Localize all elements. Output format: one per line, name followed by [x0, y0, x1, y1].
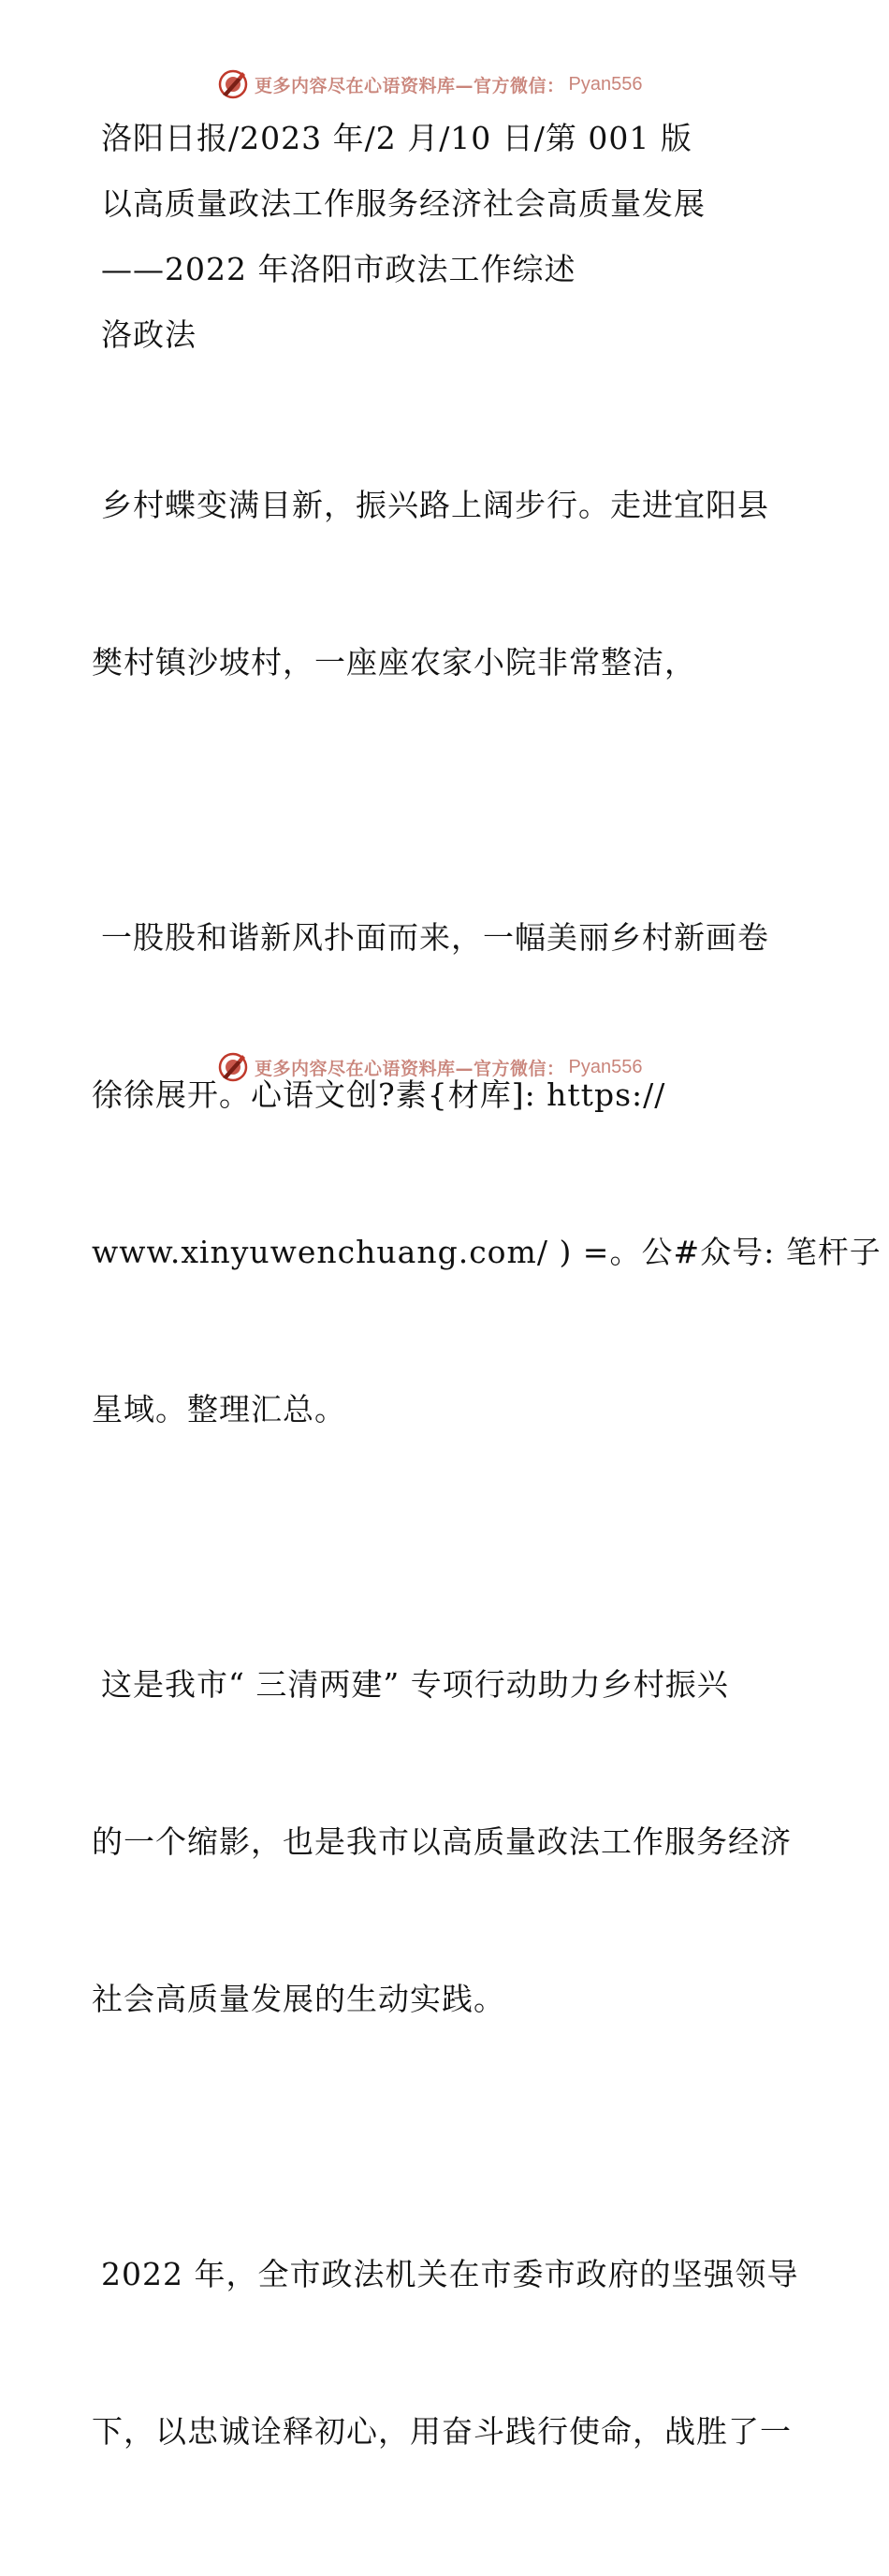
paragraph-line: 社会高质量发展的生动实践。: [92, 1981, 505, 2017]
paragraph-4: [92, 2144, 803, 2563]
article-title: 以高质量政法工作服务经济社会高质量发展: [101, 185, 706, 222]
article-author: 洛政法: [101, 316, 197, 353]
paragraph-line: 这是我市“ 三清两建” 专项行动助力乡村振兴: [101, 1666, 729, 1703]
paragraph-line: 的一个缩影，也是我市以高质量政法工作服务经济: [92, 1823, 792, 1860]
article-body: [92, 112, 882, 2576]
wechat-id: Pyan556: [568, 1056, 643, 1077]
paragraph-1: [92, 374, 803, 794]
header-watermark-banner: [217, 66, 642, 103]
paragraph-line: 星域。整理汇总。: [92, 1391, 346, 1427]
article-subtitle: ——2022 年洛阳市政法工作综述: [101, 251, 576, 287]
promo-text: 更多内容尽在心语资料库—官方微信：: [255, 75, 565, 96]
paragraph-line: www.xinyuwenchuang.com/ ) =。公#众号: 笔杆子: [92, 1234, 882, 1270]
paragraph-line: 徐徐展开。心语文创?素{材库]: https://: [92, 1076, 666, 1113]
pen-logo-icon: [217, 68, 249, 100]
paragraph-line: 一股股和谐新风扑面而来，一幅美丽乡村新画卷: [101, 919, 769, 956]
paragraph-line: 乡村蝶变满目新，振兴路上阔步行。走进宜阳县: [101, 487, 769, 523]
source-line: 洛阳日报/2023 年/2 月/10 日/第 001 版: [101, 120, 692, 156]
paragraph-line: 樊村镇沙坡村，一座座农家小院非常整洁，: [92, 644, 696, 681]
pen-logo-icon: [217, 1051, 249, 1083]
paragraph-line: 2022 年，全市政法机关在市委市政府的坚强领导: [101, 2256, 799, 2292]
wechat-id: Pyan556: [568, 73, 643, 95]
paragraph-2: [92, 807, 882, 1541]
paragraph-line: 下，以忠诚诠释初心，用奋斗践行使命，战胜了一: [92, 2413, 792, 2450]
promo-text: 更多内容尽在心语资料库—官方微信：: [255, 1058, 565, 1079]
paragraph-3: [92, 1554, 803, 2130]
footer-watermark-banner: [217, 1048, 642, 1086]
